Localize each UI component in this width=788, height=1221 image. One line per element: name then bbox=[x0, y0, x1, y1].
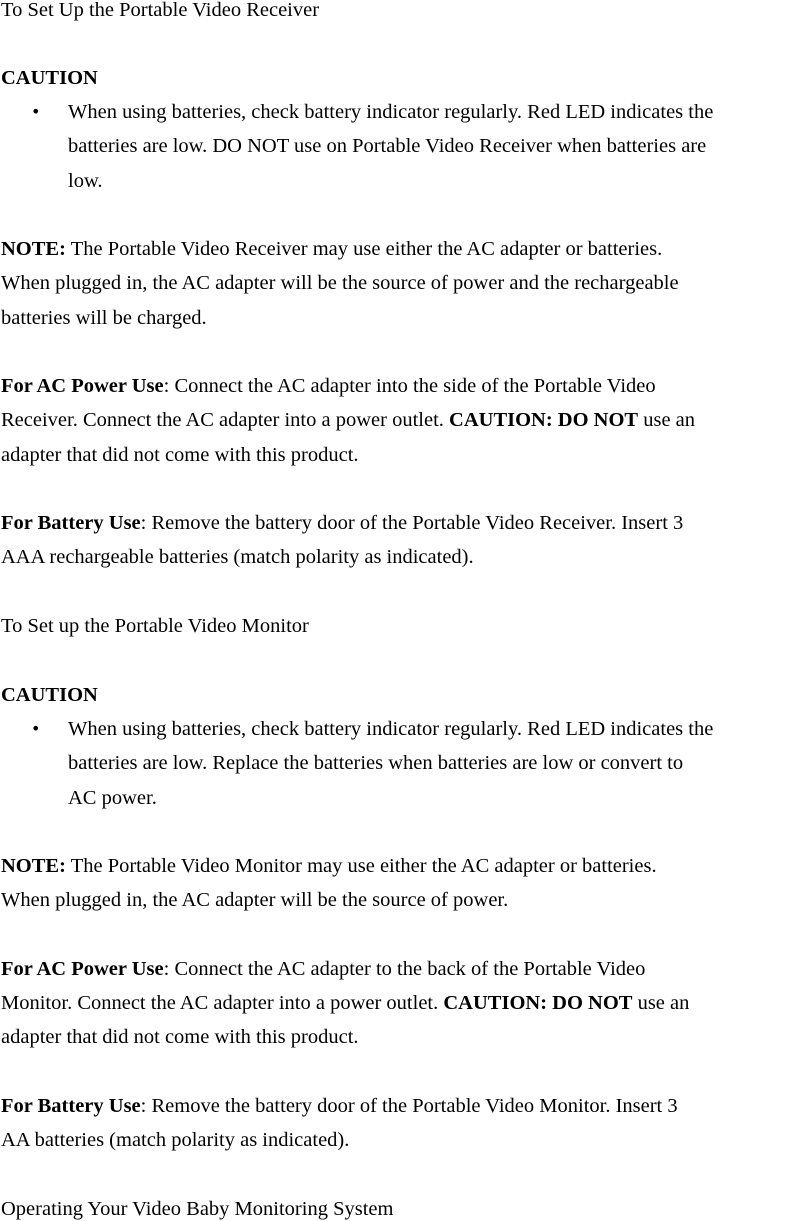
receiver-setup-heading: To Set Up the Portable Video Receiver bbox=[1, 0, 320, 21]
operating-system-heading: Operating Your Video Baby Monitoring System bbox=[1, 1198, 394, 1220]
receiver-caution-label-text: CAUTION bbox=[1, 67, 98, 89]
receiver-battery-label: For Battery Use bbox=[1, 512, 141, 534]
receiver-ac-text-2a: Receiver. Connect the AC adapter into a power outlet. bbox=[1, 409, 450, 431]
monitor-caution-bullet: • bbox=[31, 719, 41, 738]
monitor-ac-line-1 bbox=[1, 957, 645, 981]
monitor-note-text-1: The Portable Video Monitor may use either the AC adapter or batteries. bbox=[65, 855, 657, 877]
monitor-caution-label bbox=[1, 683, 98, 707]
monitor-ac-text-2b: use an bbox=[632, 992, 690, 1014]
monitor-caution-label-text: CAUTION bbox=[1, 684, 98, 706]
receiver-caution-line-3: low. bbox=[68, 170, 103, 192]
monitor-ac-line-3: adapter that did not come with this product. bbox=[1, 1026, 359, 1048]
monitor-ac-text-2a: Monitor. Connect the AC adapter into a power outlet. bbox=[1, 992, 444, 1014]
receiver-battery-text-1: : Remove the battery door of the Portable Video Receiver. Insert 3 bbox=[140, 512, 684, 534]
receiver-caution-bullet: • bbox=[31, 102, 41, 121]
receiver-caution-line-1: When using batteries, check battery indicator regularly. Red LED indicates the bbox=[68, 101, 714, 123]
monitor-caution-line-3: AC power. bbox=[68, 787, 157, 809]
receiver-ac-caution: CAUTION: DO NOT bbox=[449, 409, 639, 431]
monitor-battery-line-2: AA batteries (match polarity as indicated). bbox=[1, 1129, 350, 1151]
monitor-caution-line-1: When using batteries, check battery indicator regularly. Red LED indicates the bbox=[68, 718, 714, 740]
receiver-note-line-3: batteries will be charged. bbox=[1, 307, 207, 329]
receiver-battery-line-2: AAA rechargeable batteries (match polarity as indicated). bbox=[1, 546, 474, 568]
receiver-ac-label: For AC Power Use bbox=[1, 375, 164, 397]
monitor-battery-line-1 bbox=[1, 1094, 678, 1118]
monitor-note-line-1 bbox=[1, 854, 657, 878]
receiver-ac-line-3: adapter that did not come with this product. bbox=[1, 444, 359, 466]
receiver-ac-text-2b: use an bbox=[638, 409, 696, 431]
receiver-note-label: NOTE: bbox=[1, 238, 66, 260]
monitor-ac-caution: CAUTION: DO NOT bbox=[443, 992, 633, 1014]
receiver-ac-line-2 bbox=[1, 408, 695, 432]
receiver-note-line-1 bbox=[1, 237, 662, 261]
receiver-note-text-1: The Portable Video Receiver may use either the AC adapter or batteries. bbox=[65, 238, 663, 260]
receiver-caution-line-2: batteries are low. DO NOT use on Portable Video Receiver when batteries are bbox=[68, 135, 707, 157]
monitor-battery-text-1: : Remove the battery door of the Portable Video Monitor. Insert 3 bbox=[140, 1095, 678, 1117]
monitor-ac-line-2 bbox=[1, 991, 689, 1015]
monitor-caution-line-2: batteries are low. Replace the batteries when batteries are low or convert to bbox=[68, 752, 684, 774]
monitor-note-label: NOTE: bbox=[1, 855, 66, 877]
receiver-ac-text-1: : Connect the AC adapter into the side of the Portable Video bbox=[163, 375, 656, 397]
receiver-battery-line-1 bbox=[1, 511, 683, 535]
monitor-ac-text-1: : Connect the AC adapter to the back of the Portable Video bbox=[163, 958, 646, 980]
receiver-note-line-2: When plugged in, the AC adapter will be the source of power and the rechargeable bbox=[1, 272, 679, 294]
monitor-setup-heading: To Set up the Portable Video Monitor bbox=[1, 615, 309, 637]
receiver-ac-line-1 bbox=[1, 374, 656, 398]
receiver-caution-label bbox=[1, 66, 98, 90]
monitor-ac-label: For AC Power Use bbox=[1, 958, 164, 980]
monitor-note-line-2: When plugged in, the AC adapter will be the source of power. bbox=[1, 889, 509, 911]
monitor-battery-label: For Battery Use bbox=[1, 1095, 141, 1117]
